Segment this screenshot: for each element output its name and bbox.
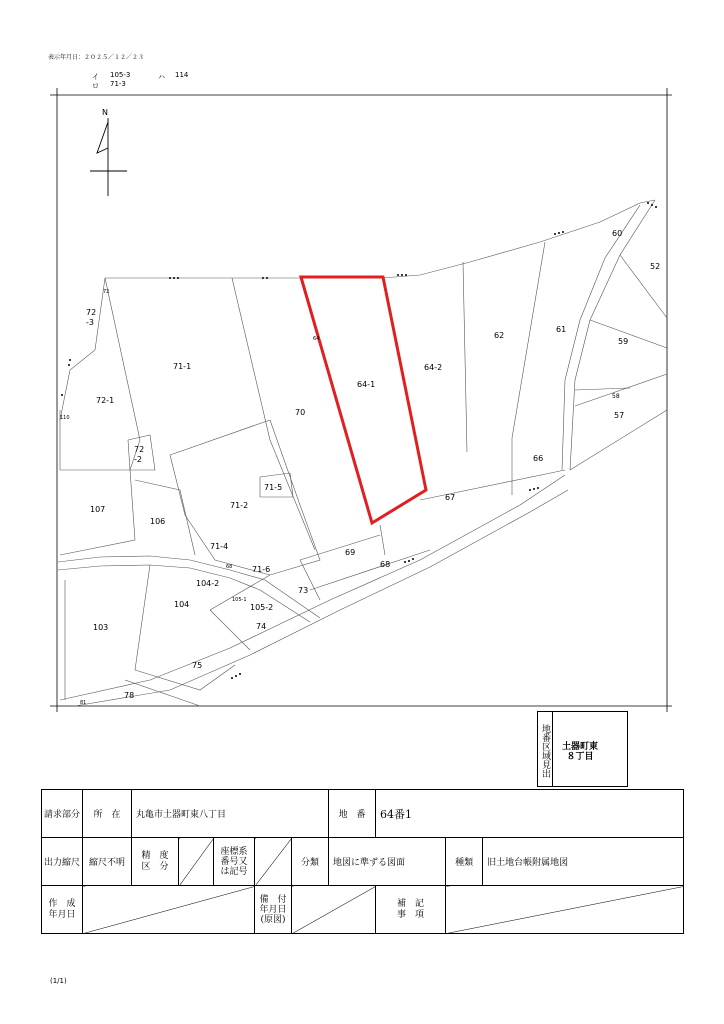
ref-ro-value: 71-3 bbox=[110, 80, 126, 88]
parcel-label: 64-1 bbox=[357, 380, 376, 389]
parcel-label: 62 bbox=[494, 331, 505, 340]
parcel-label: 61 bbox=[556, 325, 567, 334]
parcel-label: 107 bbox=[90, 505, 106, 514]
shozai-label: 所 在 bbox=[83, 790, 132, 838]
parcel-label: 69 bbox=[345, 548, 356, 557]
parcel-label: 66 bbox=[533, 454, 544, 463]
seido-label: 精 度 区 分 bbox=[132, 838, 179, 886]
parcel-label: 73 bbox=[298, 586, 309, 595]
north-label: N bbox=[102, 108, 108, 117]
shutsuryoku-label: 出力縮尺 bbox=[42, 838, 83, 886]
parcel-label: 68 bbox=[380, 560, 391, 569]
svg-text:105-1: 105-1 bbox=[232, 597, 247, 603]
parcel-label: 105-2 bbox=[250, 603, 274, 612]
print-date: 表示年月日：２０２５／１２／２３ bbox=[48, 54, 145, 61]
parcel-label: -2 bbox=[134, 455, 142, 464]
parcel-label: 64-2 bbox=[424, 363, 443, 372]
parcel-label: 58 bbox=[612, 393, 620, 400]
parcel-label: -3 bbox=[86, 318, 94, 327]
ref-ro-mark: ロ bbox=[92, 82, 99, 90]
parcel-label: 71-2 bbox=[230, 501, 249, 510]
bizuke-label: 備 付 年月日 (原図) bbox=[255, 886, 292, 934]
svg-text:72: 72 bbox=[103, 289, 110, 295]
north-arrow-icon bbox=[90, 118, 127, 196]
seido-value bbox=[179, 838, 214, 886]
parcel-label: 60 bbox=[612, 229, 623, 238]
target-parcel-64-1[interactable] bbox=[301, 277, 426, 523]
chiban-label: 地 番 bbox=[329, 790, 376, 838]
parcel-label: 70 bbox=[295, 408, 306, 417]
svg-text:68: 68 bbox=[226, 564, 233, 570]
svg-text:64: 64 bbox=[313, 336, 320, 342]
parcel-label: 106 bbox=[150, 517, 166, 526]
shurui-label: 種類 bbox=[446, 838, 483, 886]
seikyu-bu-label: 請求部分 bbox=[42, 790, 83, 838]
zahyo-value bbox=[255, 838, 292, 886]
shozai-value: 丸亀市土器町東八丁目 bbox=[132, 790, 329, 838]
parcel-label: 104-2 bbox=[196, 579, 220, 588]
parcel-label: 59 bbox=[618, 337, 629, 346]
ref-i-mark: イ bbox=[92, 73, 99, 81]
boundary-dots bbox=[61, 202, 657, 679]
ref-ha-value: 114 bbox=[175, 71, 189, 79]
parcel-label: 71-6 bbox=[252, 565, 271, 574]
ref-i-value: 105-3 bbox=[110, 71, 131, 79]
sakusei-value bbox=[83, 886, 255, 934]
svg-text:110: 110 bbox=[60, 415, 70, 421]
parcel-label: 74 bbox=[256, 622, 267, 631]
parcel-label: 72-1 bbox=[96, 396, 115, 405]
parcel-label: 75 bbox=[192, 661, 203, 670]
bunrui-value: 地図に準ずる図面 bbox=[329, 838, 446, 886]
info-table bbox=[41, 789, 684, 934]
area-index-title: 地番区域見出 bbox=[538, 712, 553, 786]
scale-value: 縮尺不明 bbox=[83, 838, 132, 886]
parcel-label: 52 bbox=[650, 262, 661, 271]
ref-ha-mark: ハ bbox=[158, 73, 165, 81]
chiban-value: 64番1 bbox=[376, 790, 684, 838]
parcel-label: 71-4 bbox=[210, 542, 229, 551]
parcel-label: 103 bbox=[93, 623, 109, 632]
bunrui-label: 分類 bbox=[292, 838, 329, 886]
parcel-label: 104 bbox=[174, 600, 190, 609]
sakusei-label: 作 成 年月日 bbox=[42, 886, 83, 934]
shurui-value: 旧土地台帳附属地図 bbox=[483, 838, 684, 886]
bizuke-value bbox=[292, 886, 376, 934]
parcel-label: 78 bbox=[124, 691, 135, 700]
page-number: (1/1) bbox=[50, 977, 67, 985]
svg-text:81: 81 bbox=[80, 700, 87, 706]
parcel-label: 72 bbox=[86, 308, 97, 317]
area-index-box bbox=[537, 711, 628, 787]
area-index-district: 土器町東 ８丁目 bbox=[562, 742, 599, 762]
parcel-label: 71-1 bbox=[173, 362, 192, 371]
parcel-label: 67 bbox=[445, 493, 456, 502]
parcel-label: 71-5 bbox=[264, 483, 283, 492]
hoki-label: 補 記 事 項 bbox=[376, 886, 446, 934]
zahyo-label: 座標系 番号又 は記号 bbox=[214, 838, 255, 886]
parcel-label: 72 bbox=[134, 445, 145, 454]
hoki-value bbox=[446, 886, 684, 934]
small-labels bbox=[60, 289, 319, 706]
parcel-label: 57 bbox=[614, 411, 625, 420]
map-frame bbox=[50, 88, 672, 712]
